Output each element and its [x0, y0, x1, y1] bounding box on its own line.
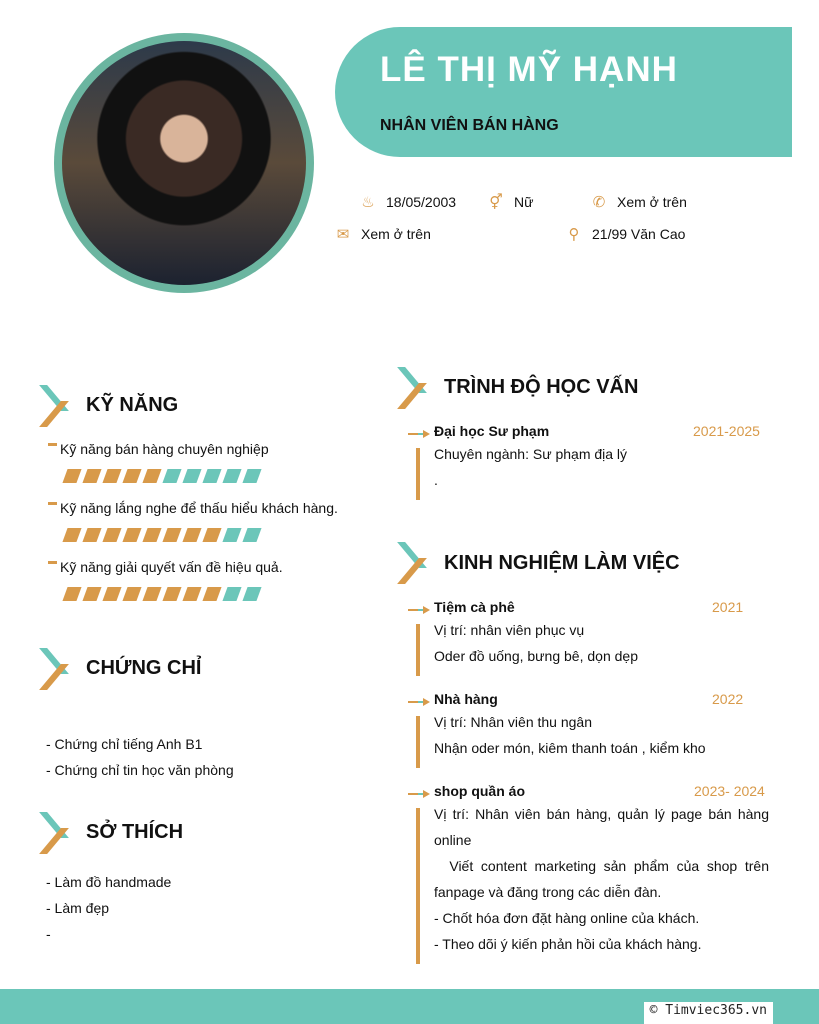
- skill-level-segment: [102, 587, 121, 601]
- timeline-line: [416, 716, 420, 768]
- hobby-item: - Làm đẹp: [46, 900, 110, 916]
- skill-level-segment: [122, 469, 141, 483]
- skill-name: Kỹ năng bán hàng chuyên nghiệp: [60, 441, 269, 457]
- description-line: Chuyên ngành: Sư phạm địa lý: [434, 446, 628, 462]
- avatar-image: [62, 41, 306, 285]
- arrow-icon: [408, 697, 430, 707]
- candidate-name: LÊ THỊ MỸ HẠNH: [380, 50, 678, 89]
- dash-icon: [48, 443, 57, 446]
- birthday: [360, 193, 456, 211]
- copyright: © Timviec365.vn: [644, 1002, 773, 1024]
- arrow-icon: [408, 429, 430, 439]
- avatar: [54, 33, 314, 293]
- skill-level-segment: [242, 587, 261, 601]
- skill-level-segment: [142, 587, 161, 601]
- skill-level-bar: [65, 587, 259, 601]
- item-title: Đại học Sư phạm: [434, 423, 550, 439]
- hobby-item: -: [46, 926, 51, 942]
- cake-icon: ♨: [361, 194, 375, 211]
- chevron-icon: [48, 649, 74, 689]
- arrow-icon: [408, 789, 430, 799]
- skill-level-segment: [82, 469, 101, 483]
- skill-level-segment: [202, 528, 221, 542]
- item-title: Tiệm cà phê: [434, 599, 515, 615]
- item-title: Nhà hàng: [434, 691, 498, 707]
- arrow-icon: [408, 605, 430, 615]
- skill-level-segment: [142, 469, 161, 483]
- hobbies-title: SỞ THÍCH: [86, 821, 184, 843]
- description-line: Nhận oder món, kiêm thanh toán , kiểm kho: [434, 740, 706, 756]
- certificate-item: - Chứng chỉ tin học văn phòng: [46, 762, 234, 778]
- skill-level-segment: [102, 528, 121, 542]
- skill-level-segment: [182, 469, 201, 483]
- skill-level-segment: [102, 469, 121, 483]
- timeline-line: [416, 624, 420, 676]
- hobby-item: - Làm đồ handmade: [46, 874, 172, 890]
- phone-icon: ✆: [592, 194, 606, 211]
- phone: [591, 193, 687, 211]
- skill-level-segment: [222, 528, 241, 542]
- item-description: [434, 441, 769, 493]
- timeline-line: [416, 448, 420, 500]
- gender-value: Nữ: [514, 194, 534, 210]
- birthday-value: 18/05/2003: [386, 194, 457, 210]
- item-year: 2022: [712, 691, 744, 707]
- address: [566, 225, 685, 243]
- item-year: 2021: [712, 599, 744, 615]
- hobbies-list: [46, 869, 171, 947]
- certificates-title: CHỨNG CHỈ: [86, 657, 202, 679]
- envelope-icon: ✉: [336, 226, 350, 243]
- certificates-list: [46, 731, 234, 783]
- description-line: Vị trí: Nhân viên thu ngân: [434, 714, 592, 730]
- map-icon: ⚲: [568, 226, 580, 243]
- skill-level-segment: [222, 587, 241, 601]
- chevron-icon: [406, 543, 432, 583]
- education-title: TRÌNH ĐỘ HỌC VẤN: [444, 376, 639, 398]
- chevron-icon: [48, 813, 74, 853]
- experience-title: KINH NGHIỆM LÀM VIỆC: [444, 552, 680, 574]
- skill-level-segment: [202, 587, 221, 601]
- skill-level-segment: [62, 469, 81, 483]
- skill-level-segment: [122, 528, 141, 542]
- skill-level-segment: [182, 528, 201, 542]
- item-description: [434, 617, 769, 669]
- dash-icon: [48, 561, 57, 564]
- skills-title: KỸ NĂNG: [86, 394, 179, 416]
- item-description: [434, 709, 769, 761]
- phone-value: Xem ở trên: [617, 194, 687, 210]
- timeline-line: [416, 808, 420, 964]
- address-value: 21/99 Văn Cao: [592, 226, 686, 242]
- email: [335, 225, 431, 243]
- gender-icon: ⚥: [489, 194, 503, 211]
- skill-level-segment: [162, 469, 181, 483]
- skill-name: Kỹ năng lắng nghe để thấu hiểu khách hàng.: [60, 500, 338, 516]
- chevron-icon: [48, 386, 74, 426]
- description-line: Oder đồ uống, bưng bê, dọn dẹp: [434, 648, 638, 664]
- skill-label: [48, 441, 269, 457]
- certificate-item: - Chứng chỉ tiếng Anh B1: [46, 736, 203, 752]
- item-year: 2023- 2024: [694, 783, 765, 799]
- description-line: Viết content marketing sản phẩm của shop trên fanpage và đăng trong các diễn đàn.: [434, 858, 773, 900]
- item-year: 2021-2025: [693, 423, 760, 439]
- item-description: [434, 801, 773, 957]
- skill-level-segment: [202, 469, 221, 483]
- skill-level-segment: [242, 469, 261, 483]
- skill-level-bar: [65, 528, 259, 542]
- email-value: Xem ở trên: [361, 226, 431, 242]
- skill-level-segment: [222, 469, 241, 483]
- skill-level-segment: [62, 587, 81, 601]
- skill-label: [48, 559, 283, 575]
- skill-level-segment: [122, 587, 141, 601]
- gender: [488, 193, 533, 211]
- skill-level-segment: [82, 528, 101, 542]
- skill-level-segment: [82, 587, 101, 601]
- skill-name: Kỹ năng giải quyết vấn đề hiệu quả.: [60, 559, 283, 575]
- description-line: - Chốt hóa đơn đặt hàng online của khách.: [434, 910, 700, 926]
- description-line: Vị trí: Nhân viên bán hàng, quản lý page bán hàng online: [434, 806, 773, 848]
- skill-level-segment: [182, 587, 201, 601]
- skill-level-segment: [162, 587, 181, 601]
- job-title: NHÂN VIÊN BÁN HÀNG: [380, 117, 559, 134]
- skill-level-bar: [65, 469, 259, 483]
- dash-icon: [48, 502, 57, 505]
- header-band: [335, 27, 792, 157]
- description-line: Vị trí: nhân viên phục vụ: [434, 622, 585, 638]
- skill-label: [48, 500, 338, 516]
- skill-level-segment: [162, 528, 181, 542]
- description-line: .: [434, 472, 438, 488]
- skill-level-segment: [62, 528, 81, 542]
- skill-level-segment: [142, 528, 161, 542]
- item-title: shop quần áo: [434, 783, 525, 799]
- chevron-icon: [406, 368, 432, 408]
- skill-level-segment: [242, 528, 261, 542]
- description-line: - Theo dõi ý kiến phản hồi của khách hàng.: [434, 936, 702, 952]
